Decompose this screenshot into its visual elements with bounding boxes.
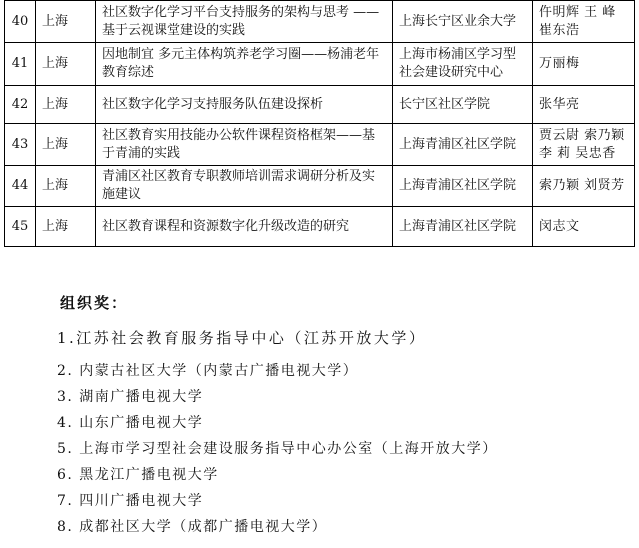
row-unit: 上海青浦区社区学院	[393, 124, 533, 166]
table-row	[5, 1, 635, 43]
organization-award-list	[57, 324, 498, 540]
row-author: 闵志文	[533, 207, 635, 247]
awards-table	[4, 0, 635, 247]
row-author: 索乃颖 刘贤芳	[533, 166, 635, 207]
table-row	[5, 86, 635, 124]
row-title: 社区教育实用技能办公软件课程资格框架——基于青浦的实践	[96, 124, 393, 166]
list-item: 1.江苏社会教育服务指导中心（江苏开放大学）	[57, 329, 427, 347]
row-region: 上海	[36, 124, 96, 166]
list-item: 3. 湖南广播电视大学	[57, 389, 204, 405]
row-region: 上海	[36, 166, 96, 207]
row-region: 上海	[36, 1, 96, 43]
row-author: 贾云尉 索乃颖 李 莉 吴忠香	[533, 124, 635, 166]
row-number: 44	[5, 166, 36, 207]
row-unit: 上海青浦区社区学院	[393, 166, 533, 207]
row-title: 因地制宜 多元主体构筑养老学习圈——杨浦老年教育综述	[96, 43, 393, 86]
row-number: 45	[5, 207, 36, 247]
row-title: 社区数字化学习支持服务队伍建设探析	[96, 86, 393, 124]
row-number: 42	[5, 86, 36, 124]
list-item: 2. 内蒙古社区大学（内蒙古广播电视大学）	[57, 363, 359, 379]
row-number: 40	[5, 1, 36, 43]
row-title: 青浦区社区教育专职教师培训需求调研分析及实施建议	[96, 166, 393, 207]
table-row	[5, 166, 635, 207]
row-number: 43	[5, 124, 36, 166]
row-author: 万丽梅	[533, 43, 635, 86]
list-item: 5. 上海市学习型社会建设服务指导中心办公室（上海开放大学）	[57, 441, 498, 457]
row-region: 上海	[36, 86, 96, 124]
row-title: 社区数字化学习平台支持服务的架构与思考 ——基于云视课堂建设的实践	[96, 1, 393, 43]
row-region: 上海	[36, 43, 96, 86]
list-item: 7. 四川广播电视大学	[57, 493, 204, 509]
table-row	[5, 124, 635, 166]
list-item: 8. 成都社区大学（成都广播电视大学）	[57, 519, 328, 535]
row-author: 仵明辉 王 峰 崔东浩	[533, 1, 635, 43]
row-unit: 上海市杨浦区学习型社会建设研究中心	[393, 43, 533, 86]
list-item: 4. 山东广播电视大学	[57, 415, 204, 431]
row-author: 张华亮	[533, 86, 635, 124]
row-title: 社区教育课程和资源数字化升级改造的研究	[96, 207, 393, 247]
table-row	[5, 207, 635, 247]
row-region: 上海	[36, 207, 96, 247]
row-unit: 长宁区社区学院	[393, 86, 533, 124]
organization-award-heading: 组织奖：	[60, 294, 129, 312]
row-number: 41	[5, 43, 36, 86]
table-row	[5, 43, 635, 86]
row-unit: 上海长宁区业余大学	[393, 1, 533, 43]
list-item: 6. 黑龙江广播电视大学	[57, 467, 219, 483]
row-unit: 上海青浦区社区学院	[393, 207, 533, 247]
